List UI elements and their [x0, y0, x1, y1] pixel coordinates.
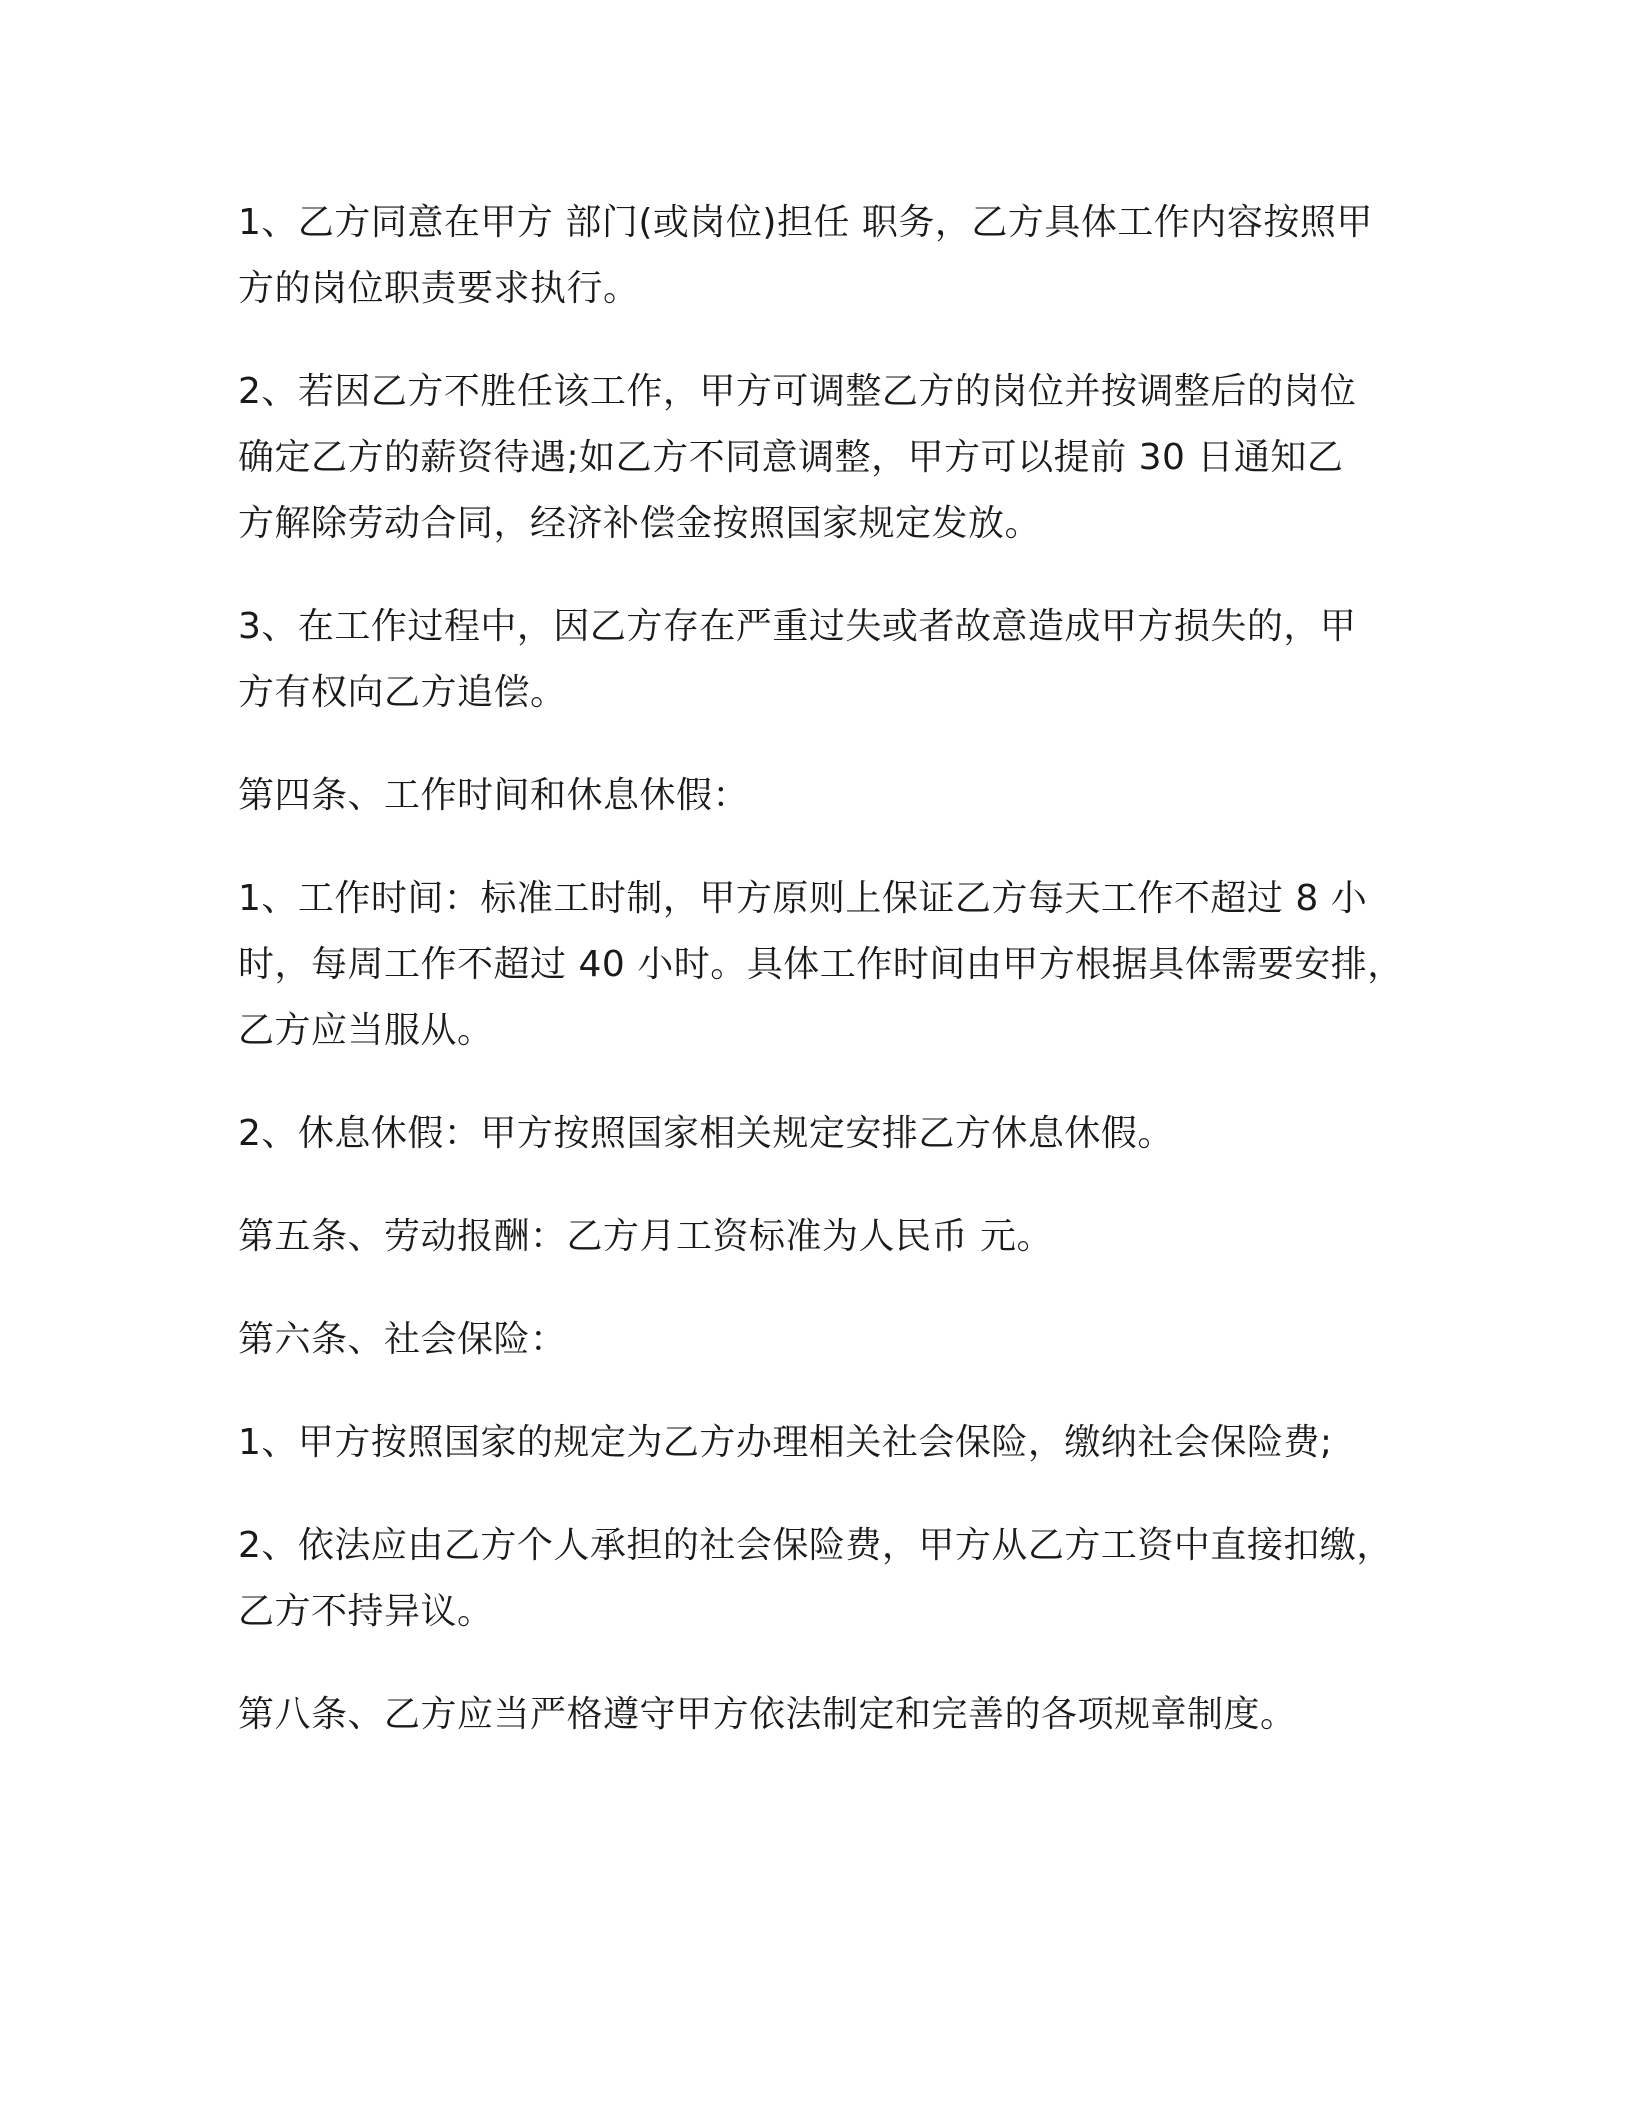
text-line: 第八条、乙方应当严格遵守甲方依法制定和完善的各项规章制度。: [238, 1694, 1297, 1735]
clause-4-heading: [238, 763, 1418, 829]
text-line: 确定乙方的薪资待遇;如乙方不同意调整，甲方可以提前 30 日通知乙: [238, 437, 1344, 478]
text-line: 乙方应当服从。: [238, 1010, 494, 1051]
text-line: 1、工作时间：标准工时制，甲方原则上保证乙方每天工作不超过 8 小: [238, 878, 1368, 919]
text-line: 3、在工作过程中，因乙方存在严重过失或者故意造成甲方损失的，甲: [238, 606, 1357, 647]
clause-5: [238, 1204, 1418, 1270]
text-line: 2、依法应由乙方个人承担的社会保险费，甲方从乙方工资中直接扣缴，: [238, 1525, 1393, 1566]
text-line: 2、休息休假：甲方按照国家相关规定安排乙方休息休假。: [238, 1113, 1174, 1154]
clause-8: [238, 1682, 1418, 1748]
text-line: 2、若因乙方不胜任该工作，甲方可调整乙方的岗位并按调整后的岗位: [238, 371, 1357, 412]
text-line: 方解除劳动合同，经济补偿金按照国家规定发放。: [238, 503, 1042, 544]
clause-6-item-1: [238, 1410, 1418, 1476]
text-line: 乙方不持异议。: [238, 1591, 494, 1632]
document-body: [238, 190, 1418, 1785]
text-line: 第五条、劳动报酬：乙方月工资标准为人民币 元。: [238, 1216, 1053, 1257]
clause-3-item-1: [238, 190, 1418, 322]
clause-6-item-2: [238, 1513, 1418, 1645]
text-line: 第六条、社会保险：: [238, 1319, 567, 1360]
clause-4-item-1: [238, 866, 1418, 1064]
text-line: 方有权向乙方追偿。: [238, 672, 567, 713]
clause-3-item-3: [238, 594, 1418, 726]
clause-6-heading: [238, 1307, 1418, 1373]
clause-3-item-2: [238, 359, 1418, 557]
text-line: 时，每周工作不超过 40 小时。具体工作时间由甲方根据具体需要安排，: [238, 944, 1404, 985]
clause-4-item-2: [238, 1101, 1418, 1167]
text-line: 方的岗位职责要求执行。: [238, 268, 640, 309]
text-line: 1、甲方按照国家的规定为乙方办理相关社会保险，缴纳社会保险费;: [238, 1422, 1333, 1463]
text-line: 第四条、工作时间和休息休假：: [238, 775, 750, 816]
text-line: 1、乙方同意在甲方 部门(或岗位)担任 职务，乙方具体工作内容按照甲: [238, 202, 1373, 243]
